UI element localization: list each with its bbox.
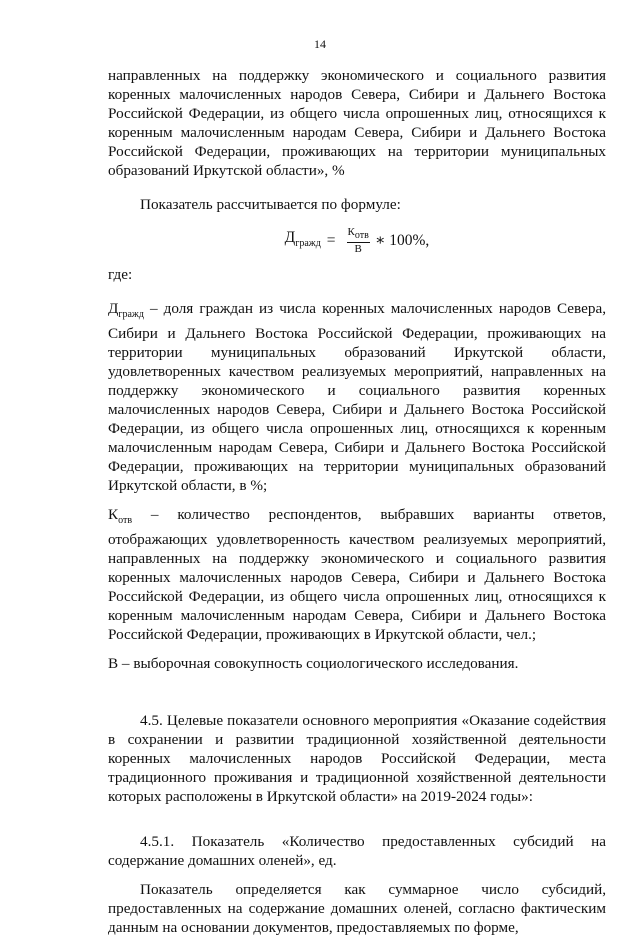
definition-symbol: $Д_{гражд}$ [108, 300, 144, 321]
section-4-5-1: 4.5.1. Показатель «Количество предоставленных субсидий на содержание домашних оленей», ед. [108, 833, 606, 870]
definition-v: В – выборочная совокупность социологического исследования. [108, 655, 519, 673]
document-body [108, 66, 606, 937]
formula-lhs: $Д_{гражд}$ [284, 229, 321, 250]
formula-equals: = [326, 232, 336, 250]
formula-numerator: $К_{отв}$ [347, 226, 369, 242]
definition-symbol: $К_{отв}$ [108, 506, 133, 527]
formula-fraction [347, 226, 370, 255]
page-number: 14 [314, 37, 326, 51]
formula-intro: Показатель рассчитывается по формуле: [140, 196, 401, 213]
formula-rhs: ∗ 100%, [374, 232, 430, 250]
section-4-5: 4.5. Целевые показатели основного мероприятия «Оказание содействия в сохранении и развитии традиционной хозяйственной деятельности коренных малочисленных народов Российской Федерации, места традиционного проживания и традиционной хозяйственной деятельности которых расположены в Иркутской области» на 2019-2024 годы»: [108, 712, 606, 806]
formula [108, 226, 606, 255]
definition-d-grazhd: $Д_{гражд}$ – доля граждан из числа коренных малочисленных народов Севера, Сибири и Дальнего Востока Российской Федерации, проживающих на территории муниципальных образований Иркутской области, удовлетворенных качеством реализуемых мероприятий, направленных на поддержку экономического и социального развития коренных малочисленных народов Севера, Сибири и Дальнего Востока Российской Федерации, из общего числа опрошенных лиц, относящихся к коренным малочисленным народам Севера, Сибири и Дальнего Востока Российской Федерации, проживающих на территории муниципальных образований Иркутской области, в %; [108, 300, 606, 495]
definition-k-otv: $К_{отв}$ – количество респондентов, выбравших варианты ответов, отображающих удовлетворенность качеством реализуемых мероприятий, направленных на поддержку экономического и социального развития коренных малочисленных народов Севера, Сибири и Дальнего Востока Российской Федерации, из общего числа опрошенных лиц, относящихся к коренным малочисленным народам Севера, Сибири и Дальнего Востока Российской Федерации, проживающих в Иркутской области, чел.; [108, 506, 606, 644]
where-label: где: [108, 266, 133, 284]
intro-paragraph: направленных на поддержку экономического и социального развития коренных малочисленных народов Севера, Сибири и Дальнего Востока Российской Федерации, из общего числа опрошенных лиц, относящихся к коренным малочисленным народам Севера, Сибири и Дальнего Востока Российской Федерации, проживающих на территории муниципальных образований Иркутской области», % [108, 67, 606, 179]
final-paragraph: Показатель определяется как суммарное число субсидий, предоставленных на содержание домашних оленей, согласно фактическим данным на основании документов, предоставляемых по форме, [108, 881, 606, 937]
formula-denominator: В [354, 243, 362, 256]
